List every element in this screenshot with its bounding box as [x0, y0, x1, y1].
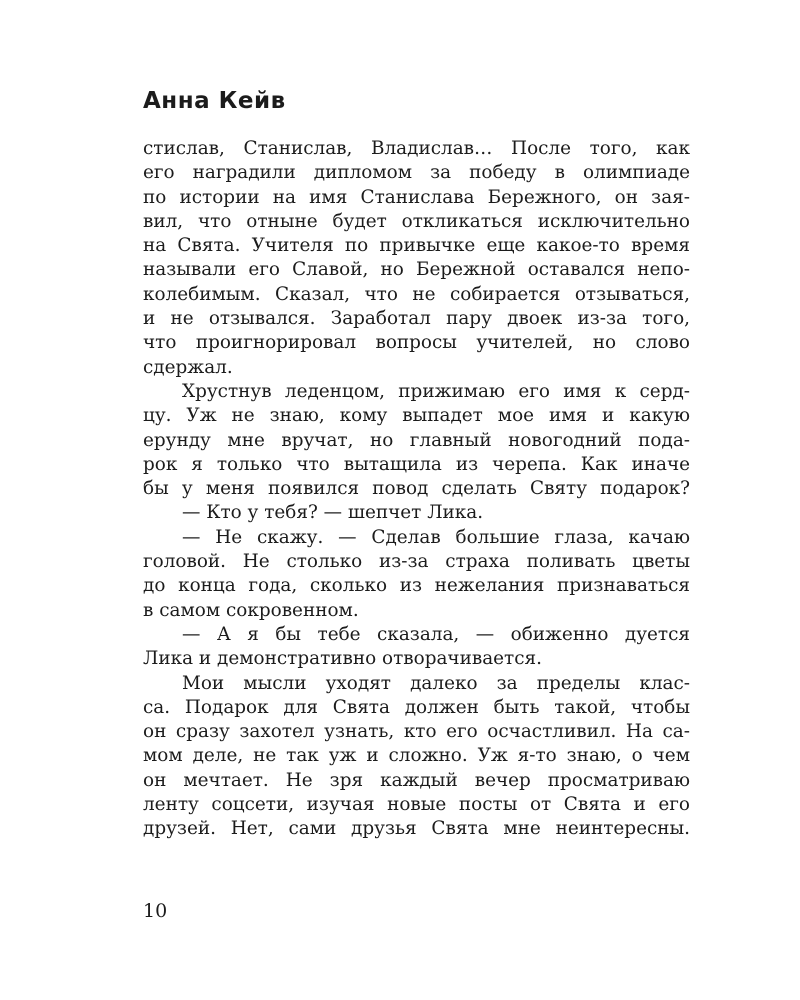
body-text: [143, 137, 690, 842]
text-line: он мечтает. Не зря каждый вечер просматриваю: [143, 769, 690, 791]
text-line: Лика и демонстративно отворачивается.: [143, 648, 542, 670]
text-line: стислав, Станислав, Владислав… После того, как: [143, 138, 690, 159]
text-line: Мои мысли уходят далеко за пределы клас-: [182, 672, 690, 694]
text-line: и не отзывался. Заработал пару двоек из-за того,: [143, 308, 690, 330]
text-line: по истории на имя Станислава Бережного, он зая-: [143, 186, 690, 208]
text-line: головой. Не столько из-за страха поливать цветы: [143, 551, 690, 573]
text-line: он сразу захотел узнать, кто его осчастливил. На са-: [143, 721, 690, 743]
text-line: ленту соцсети, изучая новые посты от Свята и его: [143, 794, 690, 816]
text-line: до конца года, сколько из нежелания признаваться: [143, 575, 690, 597]
text-line: — А я бы тебе сказала, — обиженно дуется: [182, 623, 690, 645]
text-line: его наградили дипломом за победу в олимпиаде: [143, 162, 690, 184]
text-line: что проигнорировал вопросы учителей, но слово: [143, 332, 690, 354]
text-line: друзей. Нет, сами друзья Свята мне неинтересны.: [143, 818, 690, 840]
text-line: ерунду мне вручат, но главный новогодний пода-: [143, 429, 690, 451]
text-line: колебимым. Сказал, что не собирается отзываться,: [143, 283, 690, 305]
text-line: вил, что отныне будет откликаться исключительно: [143, 210, 690, 232]
text-line: Хрустнув леденцом, прижимаю его имя к серд-: [182, 380, 690, 402]
text-line: рок я только что вытащила из черепа. Как иначе: [143, 453, 690, 475]
text-line: на Свята. Учителя по привычке еще какое-то время: [143, 235, 690, 257]
text-line: в самом сокровенном.: [143, 599, 359, 621]
text-line: — Не скажу. — Сделав большие глаза, качаю: [182, 526, 690, 548]
text-line: са. Подарок для Свята должен быть такой, чтобы: [143, 696, 690, 718]
text-line: цу. Уж не знаю, кому выпадет мое имя и какую: [143, 405, 690, 427]
text-line: сдержал.: [143, 356, 233, 378]
page-number: 10: [143, 900, 168, 922]
text-line: называли его Славой, но Бережной оставался непо-: [143, 259, 690, 281]
text-line: мом деле, не так уж и сложно. Уж я-то знаю, о чем: [143, 745, 690, 767]
text-line: бы у меня появился повод сделать Святу подарок?: [143, 478, 690, 500]
text-line: — Кто у тебя? — шепчет Лика.: [182, 502, 484, 524]
running-header-author: Анна Кейв: [143, 88, 286, 114]
